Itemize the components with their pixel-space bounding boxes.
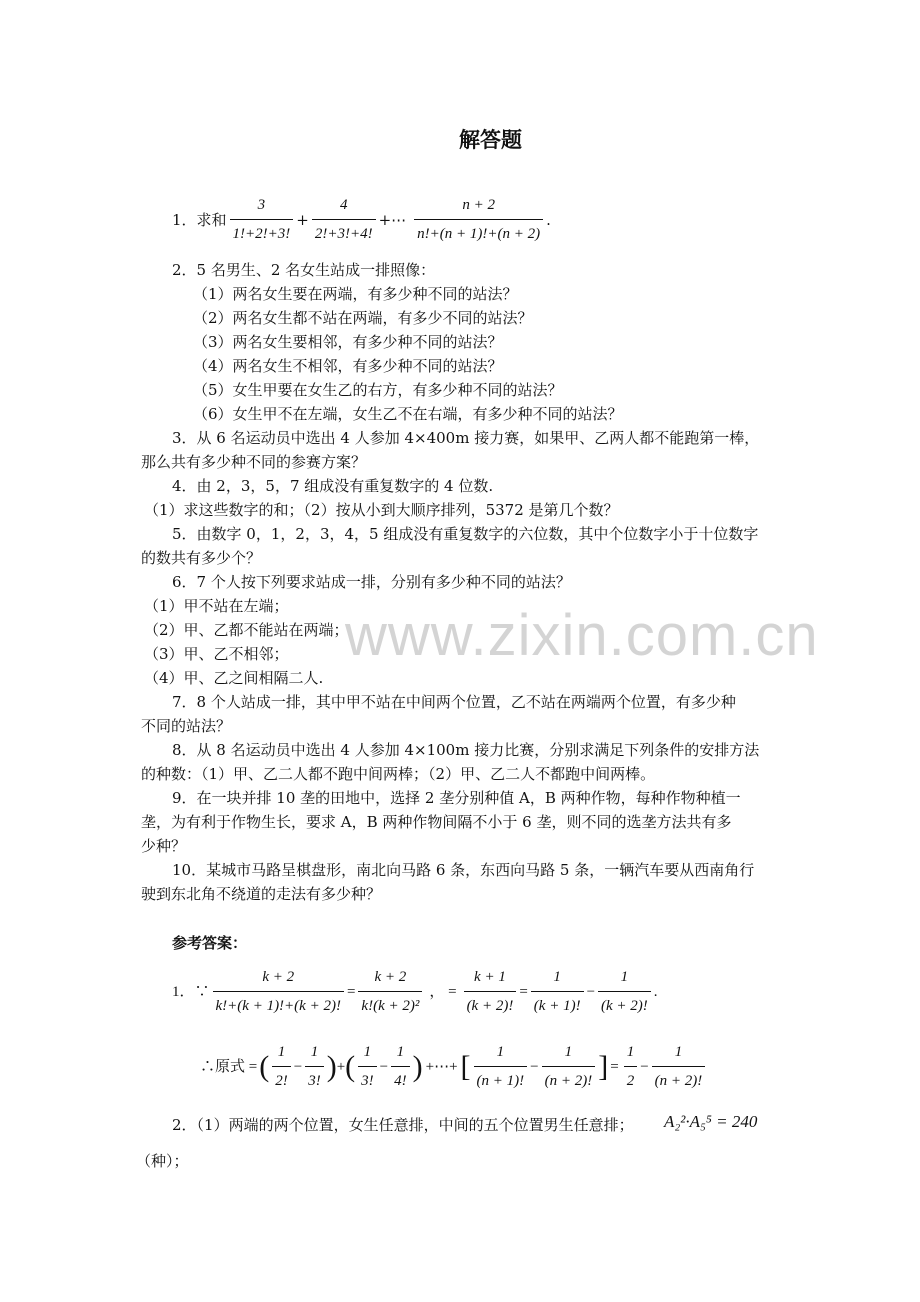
question-6-item: （3）甲、乙不相邻；: [144, 645, 289, 663]
question-10-cont: 驶到东北角不绕道的走法有多少种？: [141, 885, 382, 903]
question-7: 7．8 个人站成一排，其中甲不站在中间两个位置，乙不站在两端两个位置，有多少种: [172, 693, 736, 711]
question-3: 3．从 6 名运动员中选出 4 人参加 4×400m 接力赛，如果甲、乙两人都不能跑第一棒，: [172, 429, 760, 447]
a1-fraction: $\frac{1}{(k + 1)!}$: [531, 965, 584, 1018]
question-6-item: （2）甲、乙都不能站在两端；: [144, 621, 349, 639]
question-4-parts: （1）求这些数字的和；（2）按从小到大顺序排列，5372 是第几个数？: [144, 501, 619, 519]
answer-1-line-2: ∴原式 = ( $\frac{1}{2!}$ − $\frac{1}{3!}$ ) + ( $\frac{1}{3!}$ − $\frac{1}{4!}$ ) +⋯+ [ $\frac{1}{(n + 1)!}$ − $\frac{1}{(n + 2)!}$ ] = $\frac{1}{2}$ − $\frac{1}{(n + 2)!}$: [200, 1040, 708, 1093]
a1-sum-fraction: $\frac{1}{3!}$: [305, 1040, 324, 1093]
question-2-stem: 2．5 名男生、2 名女生站成一排照像：: [172, 261, 436, 279]
a1-sum-fraction: $\frac{1}{(n + 1)!}$: [474, 1040, 528, 1093]
question-9-cont: 垄，为有利于作物生长，要求 A，B 两种作物间隔不小于 6 垄，则不同的选垄方法共有多: [141, 813, 732, 831]
question-2-item: （3）两名女生要相邻，有多少种不同的站法？: [193, 333, 503, 351]
q1-fraction-3: $\frac{n + 2}{n!+(n + 1)!+(n + 2)}$: [414, 193, 543, 246]
answer-2: 2．（1）两端的两个位置，女生任意排，中间的五个位置男生任意排；: [172, 1116, 634, 1134]
question-3-cont: 那么共有多少种不同的参赛方案？: [141, 453, 367, 471]
question-5-cont: 的数共有多少个？: [141, 549, 262, 567]
a1-fraction: $\frac{k + 1}{(k + 2)!}$: [464, 965, 517, 1018]
question-9: 9．在一块并排 10 垄的田地中，选择 2 垄分别种值 A，B 两种作物，每种作物种植一: [172, 789, 741, 807]
question-8-cont: 的种数：（1）甲、乙二人都不跑中间两棒；（2）甲、乙二人不都跑中间两棒。: [141, 765, 656, 783]
a1-fraction: $\frac{1}{(k + 2)!}$: [598, 965, 651, 1018]
a1-sum-fraction: $\frac{1}{2!}$: [272, 1040, 291, 1093]
question-2-item: （2）两名女生都不站在两端，有多少不同的站法？: [193, 309, 533, 327]
a1-sum-fraction: $\frac{1}{3!}$: [358, 1040, 377, 1093]
a1-sum-fraction: $\frac{1}{4!}$: [391, 1040, 410, 1093]
question-6-item: （1）甲不站在左端；: [144, 597, 289, 615]
answers-heading: 参考答案：: [172, 934, 248, 952]
question-8: 8．从 8 名运动员中选出 4 人参加 4×100m 接力比赛，分别求满足下列条件的安排方法: [172, 741, 760, 759]
a1-sum-fraction: $\frac{1}{(n + 2)!}$: [652, 1040, 706, 1093]
answer-2-formula: A₂²·A₅⁵ = 240: [664, 1112, 758, 1131]
question-10: 10．某城市马路呈棋盘形，南北向马路 6 条，东西向马路 5 条，一辆汽车要从西南角行: [172, 861, 755, 879]
q1-prefix: 1．求和: [172, 210, 227, 229]
question-1: 1．求和 $\frac{3}{1!+2!+3!}$ + $\frac{4}{2!+3!+4!}$ +⋯ $\frac{n + 2}{n!+(n + 1)!+(n + 2)}$ .: [172, 193, 551, 246]
question-6-stem: 6．7 个人按下列要求站成一排，分别有多少种不同的站法？: [172, 573, 571, 591]
question-2-item: （5）女生甲要在女生乙的右方，有多少种不同的站法？: [193, 381, 563, 399]
a1-sum-fraction: $\frac{1}{(n + 2)!}$: [542, 1040, 596, 1093]
question-5: 5．由数字 0，1，2，3，4，5 组成没有重复数字的六位数，其中个位数字小于十位数字: [172, 525, 759, 543]
answer-2-unit: （种）；: [136, 1152, 189, 1170]
question-9-cont: 少种？: [141, 837, 187, 855]
a1-fraction: $\frac{k + 2}{\text{k!(k + 2)²}}$: [358, 965, 422, 1018]
a1-sum-fraction: $\frac{1}{2}$: [624, 1040, 638, 1093]
question-4: 4．由 2，3，5，7 组成没有重复数字的 4 位数.: [172, 477, 494, 495]
watermark: www.zixin.com.cn: [345, 603, 819, 668]
question-2-item: （4）两名女生不相邻，有多少种不同的站法？: [193, 357, 503, 375]
question-6-item: （4）甲、乙之间相隔二人.: [144, 669, 324, 687]
answer-1-line-1: 1．∵ $\frac{k + 2}{k!+(k + 1)!+(k + 2)!}$ = $\frac{k + 2}{\text{k!(k + 2)²}}$ ， = $\frac{k + 1}{(k + 2)!}$ = $\frac{1}{(k + 1)!}$ − $\frac{1}{(k + 2)!}$ .: [172, 965, 658, 1018]
question-2-item: （1）两名女生要在两端，有多少种不同的站法？: [193, 285, 518, 303]
q1-fraction-1: $\frac{3}{1!+2!+3!}$: [230, 193, 294, 246]
question-2-item: （6）女生甲不在左端，女生乙不在右端，有多少种不同的站法？: [193, 405, 623, 423]
page-title: 解答题: [459, 128, 522, 152]
a1-fraction: $\frac{k + 2}{k!+(k + 1)!+(k + 2)!}$: [213, 965, 344, 1018]
question-7-cont: 不同的站法？: [141, 717, 232, 735]
q1-fraction-2: $\frac{4}{2!+3!+4!}$: [312, 193, 376, 246]
